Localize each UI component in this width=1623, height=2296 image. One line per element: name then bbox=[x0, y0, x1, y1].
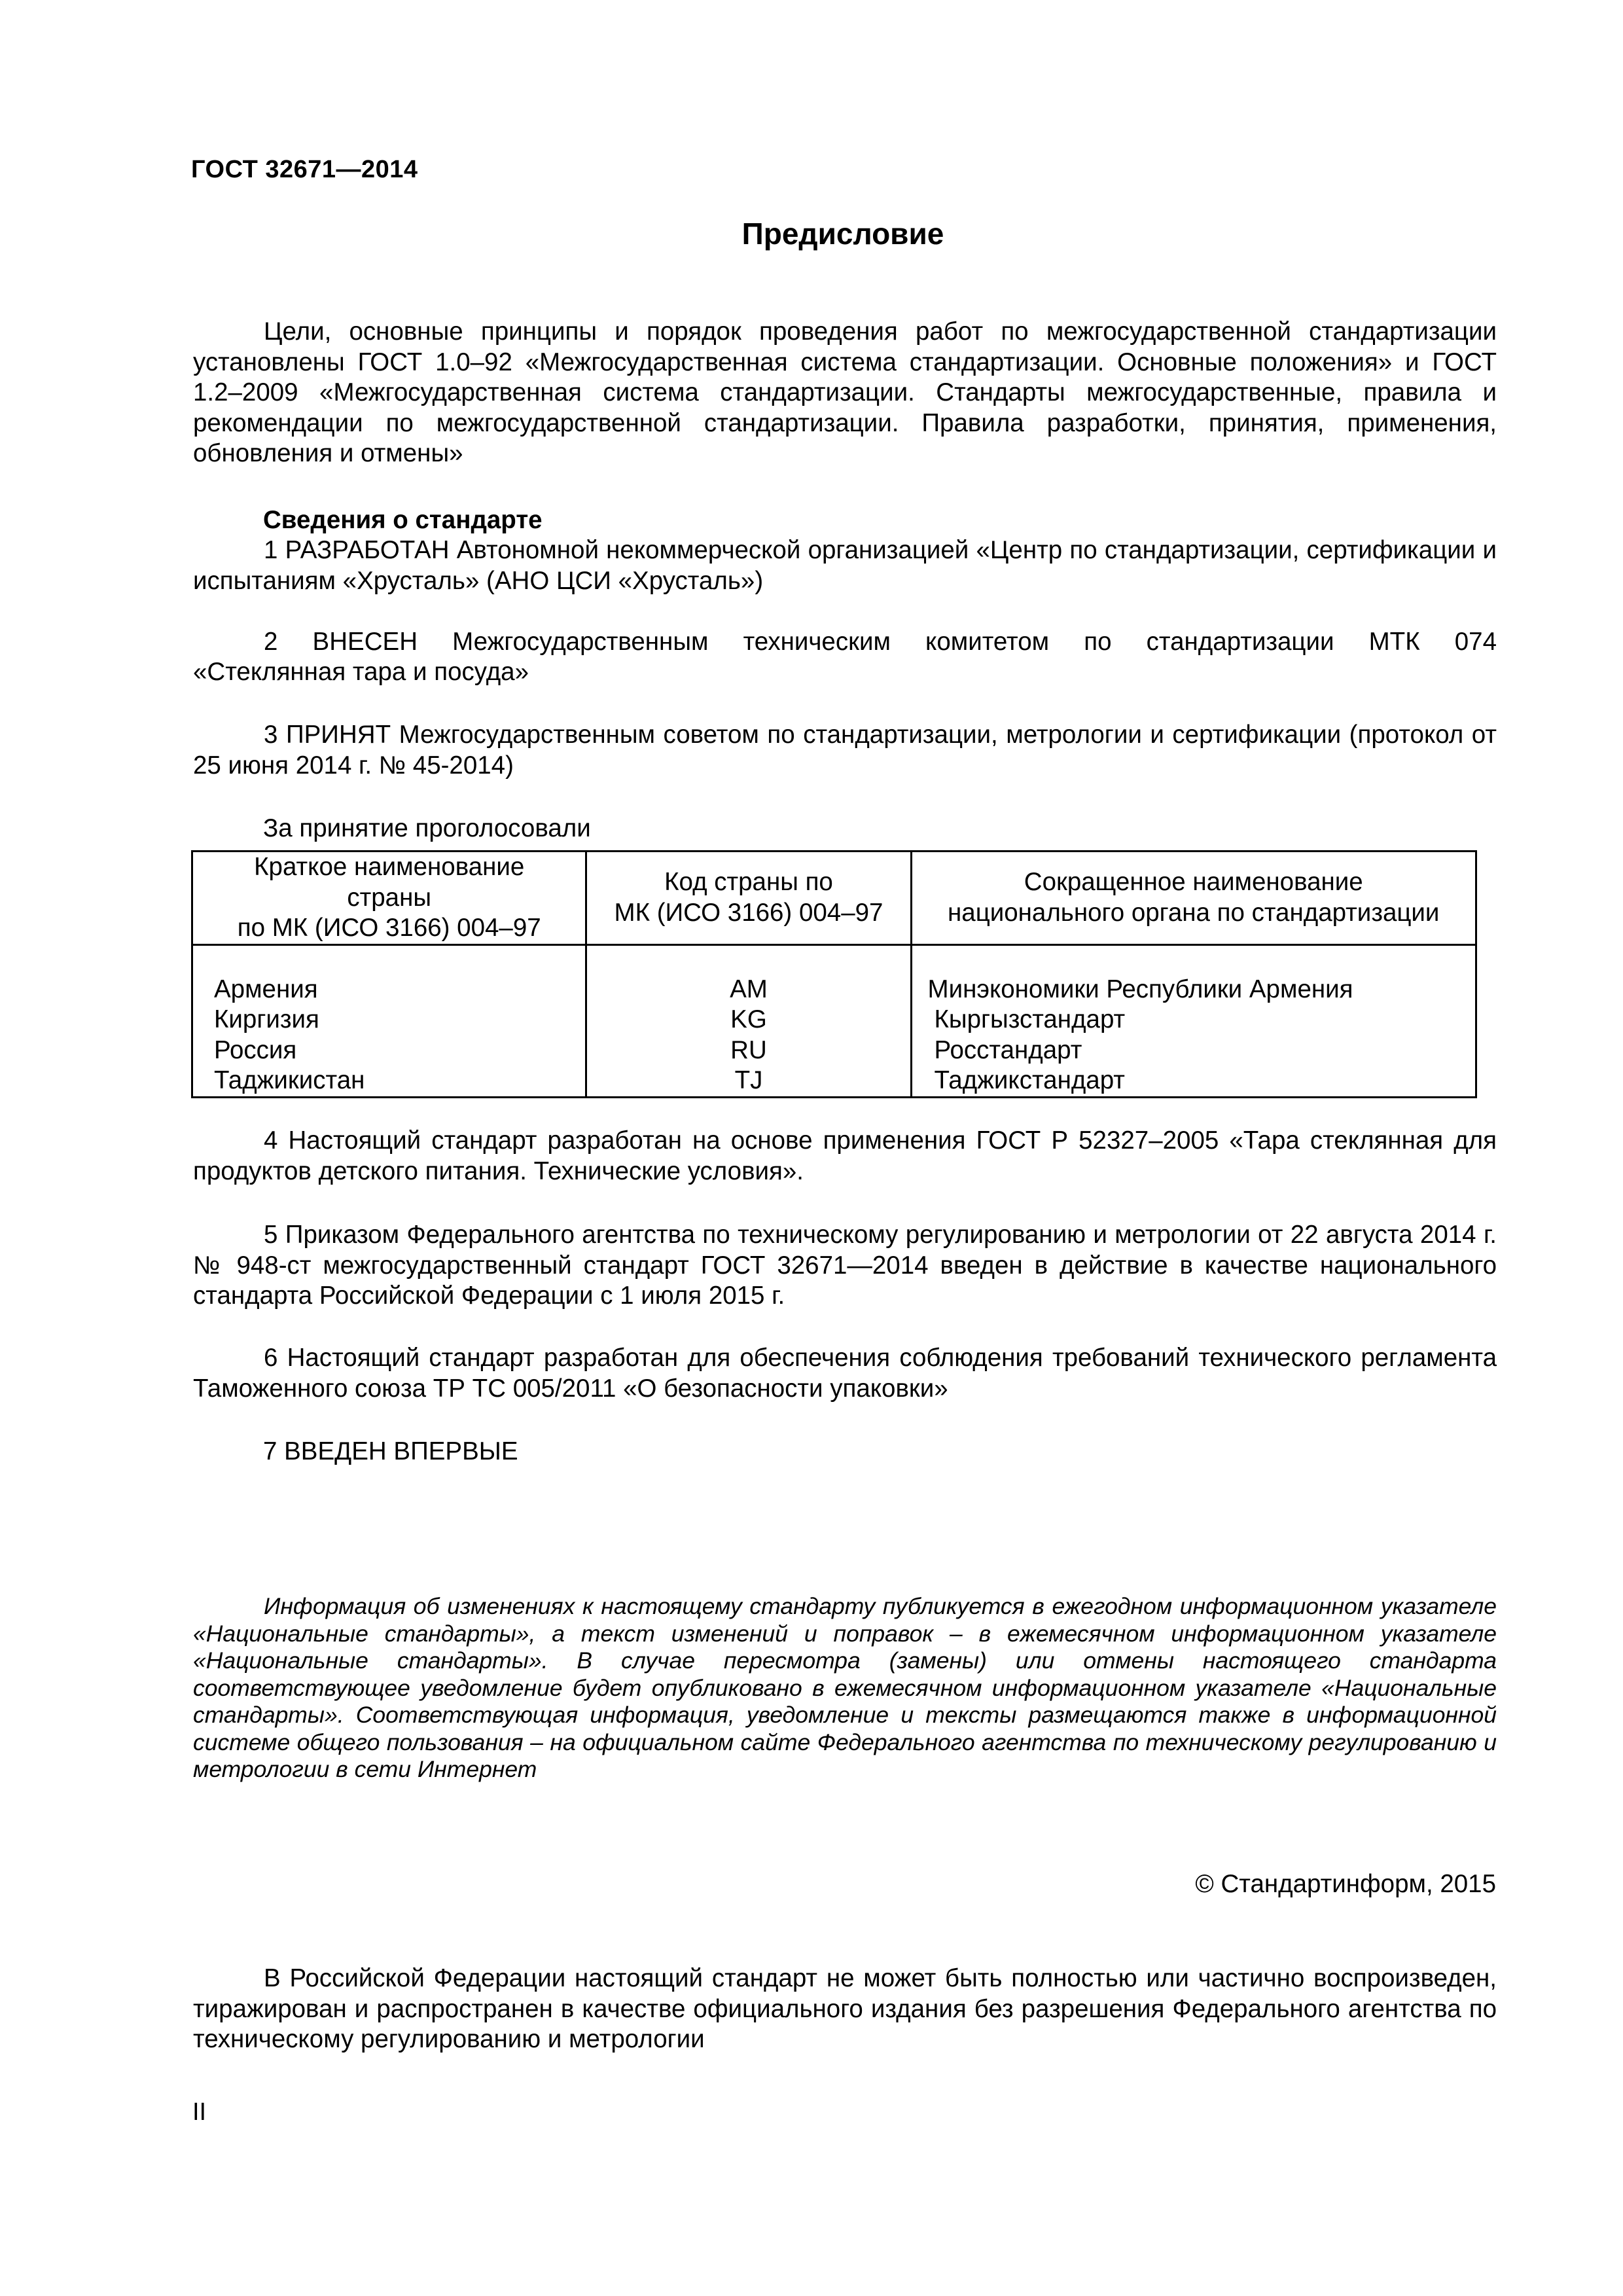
header-country-line-2: страны bbox=[347, 883, 432, 912]
cell-country: Россия bbox=[214, 1035, 297, 1064]
item-7: 7 ВВЕДЕН ВПЕРВЫЕ bbox=[263, 1437, 518, 1465]
info-item-2-line-2: «Стеклянная тара и посуда» bbox=[193, 658, 529, 686]
cell-code: RU bbox=[730, 1035, 767, 1064]
cell-code: KG bbox=[730, 1005, 767, 1033]
info-item-2-line-1: 2 ВНЕСЕН Межгосударственным техническим комитетом по стандартизации МТК 074 bbox=[264, 628, 1497, 656]
copyright: © Стандартинформ, 2015 bbox=[1195, 1870, 1496, 1898]
cell-country: Киргизия bbox=[214, 1005, 319, 1033]
header-organ-line-2: национального органа по стандартизации bbox=[948, 898, 1440, 927]
intro-paragraph: Цели, основные принципы и порядок проведения работ по межгосударственной стандартизации установлены ГОСТ 1.0–92 «Межгосударственная система стандартизации. Основные положения» и ГОСТ 1.2–2009 «Межгосударственная система стандартизации. Стандарты межгосударственные, правила и рекомендации по межгосударственной стандартизации. Правила разработки, принятия, применения, обновления и отмены» bbox=[193, 317, 1497, 467]
table-header-row bbox=[192, 852, 1476, 945]
header-organ-line-1: Сокращенное наименование bbox=[1024, 868, 1363, 897]
table-header-code bbox=[586, 852, 911, 945]
cell-country: Армения bbox=[214, 975, 318, 1003]
cell-organ: Кыргызстандарт bbox=[934, 1005, 1126, 1033]
cell-code: AM bbox=[730, 975, 768, 1003]
table-header-organ bbox=[911, 852, 1476, 945]
table-header-country bbox=[192, 852, 586, 945]
info-item-3: 3 ПРИНЯТ Межгосударственным советом по стандартизации, метрологии и сертификации (протокол от 25 июня 2014 г. № 45-2014) bbox=[193, 721, 1497, 780]
header-code-line-1: Код страны по bbox=[664, 868, 833, 897]
table-column-code bbox=[586, 944, 911, 1097]
header-code-line-2: МК (ИСО 3166) 004–97 bbox=[614, 898, 883, 927]
item-5: 5 Приказом Федерального агентства по техническому регулированию и метрологии от 22 августа 2014 г. № 948-ст межгосударственный стандарт ГОСТ 32671—2014 введен в действие в качестве национального стандарта Российской Федерации с 1 июля 2015 г. bbox=[193, 1221, 1497, 1310]
cell-organ: Таджикстандарт bbox=[934, 1066, 1125, 1094]
item-6: 6 Настоящий стандарт разработан для обеспечения соблюдения требований технического регламента Таможенного союза ТР ТС 005/2011 «О безопасности упаковки» bbox=[193, 1344, 1497, 1403]
item-4: 4 Настоящий стандарт разработан на основе применения ГОСТ Р 52327–2005 «Тара стеклянная для продуктов детского питания. Технические условия». bbox=[193, 1126, 1497, 1185]
table-column-organ bbox=[911, 944, 1476, 1097]
document-header-code: ГОСТ 32671—2014 bbox=[191, 156, 418, 183]
cell-code: TJ bbox=[734, 1066, 763, 1094]
table-row bbox=[192, 944, 1476, 1097]
header-country-line-1: Краткое наименование bbox=[254, 853, 525, 881]
notice-paragraph: Информация об изменениях к настоящему стандарту публикуется в ежегодном информационном указателе «Национальные стандарты», а текст изменений и поправок – в ежемесячном информационном указателе «Национальные стандарты». В случае пересмотра (замены) или отмены настоящего стандарта соответствующее уведомление будет опубликовано в ежемесячном информационном указателе «Национальные стандарты». Соответствующая информация, уведомление и тексты размещаются также в информационной системе общего пользования – на официальном сайте Федерального агентства по техническому регулированию и метрологии в сети Интернет bbox=[193, 1593, 1497, 1782]
voted-label: За принятие проголосовали bbox=[263, 814, 591, 842]
cell-country: Таджикистан bbox=[214, 1066, 365, 1094]
voting-table bbox=[191, 850, 1477, 1098]
info-heading: Сведения о стандарте bbox=[263, 506, 543, 534]
rights-paragraph: В Российской Федерации настоящий стандарт не может быть полностью или частично воспроизведен, тиражирован и распространен в качестве официального издания без разрешения Федерального агентства по техническому регулированию и метрологии bbox=[193, 1964, 1497, 2053]
table-column-country bbox=[192, 944, 586, 1097]
cell-organ: Минэкономики Республики Армения bbox=[927, 975, 1353, 1003]
page-title: Предисловие bbox=[741, 217, 944, 251]
page-number: II bbox=[192, 2098, 207, 2126]
info-item-1: 1 РАЗРАБОТАН Автономной некоммерческой организацией «Центр по стандартизации, сертификации и испытаниям «Хрусталь» (АНО ЦСИ «Хрусталь») bbox=[193, 536, 1497, 595]
cell-organ: Росстандарт bbox=[934, 1035, 1082, 1064]
header-country-line-3: по МК (ИСО 3166) 004–97 bbox=[237, 914, 541, 942]
